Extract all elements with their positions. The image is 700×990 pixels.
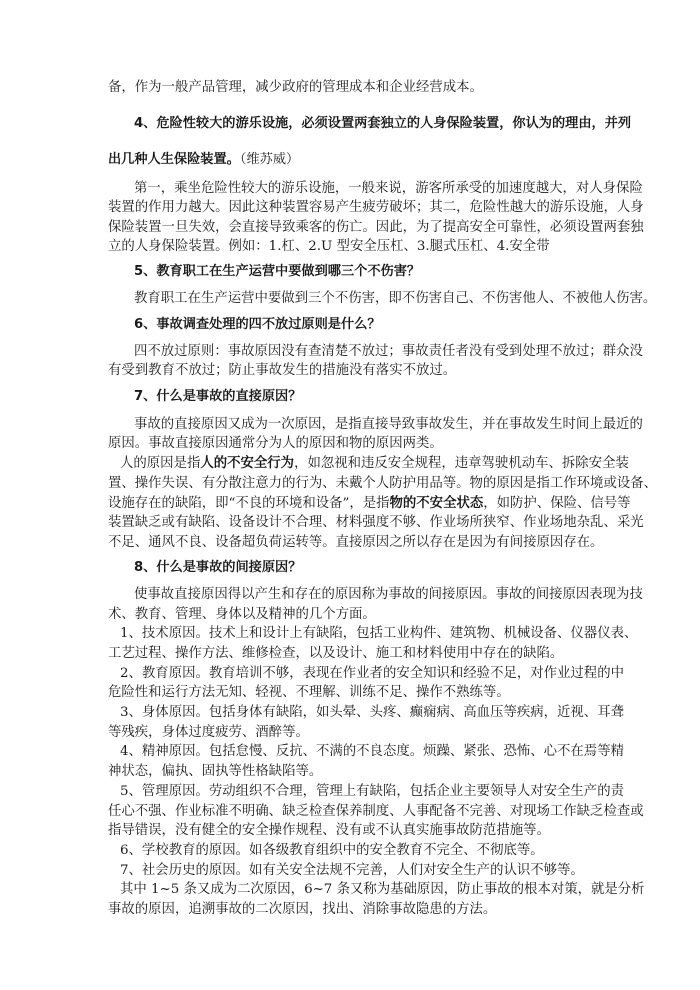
paragraph-line: 装置的作用力越大。因此这种装置容易产生疲劳破坏；其二，危险性越大的游乐设施，人身 <box>108 200 644 215</box>
question-4-text: 出几种人生保险装置。 <box>108 152 240 167</box>
question-8-heading: 8、什么是事故的间接原因？ <box>134 560 302 575</box>
paragraph-line: 危险性和运行方法无知、轻视、不理解、训练不足、操作不熟练等。 <box>108 685 510 700</box>
paragraph-line <box>120 457 629 470</box>
emphasis-unsafe-behavior: 人的不安全行为 <box>200 456 295 471</box>
paragraph-line: 保险装置一旦失效，会直接导致乘客的伤亡。因此，为了提高安全可靠性，必须设置两套独 <box>108 220 644 235</box>
paragraph-line: 原因。事故直接原因通常分为人的原因和物的原因两类。 <box>108 436 443 451</box>
paragraph-line: 7、社会历史的原因。如有关安全法规不完善，人们对安全生产的认识不够等。 <box>120 863 584 878</box>
paragraph-line: 任心不强、作业标准不明确、缺乏检查保养制度、人事配备不完善、对现场工作缺乏检查或 <box>108 804 644 819</box>
paragraph-line: 等残疾，身体过度疲劳、酒醉等。 <box>108 725 309 740</box>
text-run: 设施存在的缺陷，即“不良的环境和设备”，是指 <box>108 496 390 511</box>
paragraph-line: 使事故直接原因得以产生和存在的原因称为事故的间接原因。事故的间接原因表现为技 <box>134 587 643 602</box>
question-4-author: （维苏威） <box>239 152 300 167</box>
question-5-heading: 5、教育职工在生产运营中要做到哪三个不伤害？ <box>134 264 421 279</box>
paragraph-line: 置、操作失误、有分散注意力的行为、未戴个人防护用品等。物的原因是指工作环境或设备、 <box>108 476 658 491</box>
paragraph-line: 术、教育、管理、身体以及精神的几个方面。 <box>108 607 376 622</box>
paragraph-line: 教育职工在生产运营中要做到三个不伤害，即不伤害自己、不伤害他人、不被他人伤害。 <box>134 291 657 306</box>
paragraph-line: 四不放过原则：事故原因没有查清楚不放过；事故责任者没有受到处理不放过；群众没 <box>134 344 643 359</box>
text-run: 人的原因是指 <box>120 456 201 471</box>
paragraph-line: 神状态，偏执、固执等性格缺陷等。 <box>108 764 323 779</box>
paragraph-line: 5、管理原因。劳动组织不合理，管理上有缺陷，包括企业主要领导人对安全生产的责 <box>120 784 624 799</box>
paragraph-line: 事故的原因，追溯事故的二次原因，找出、消除事故隐患的方法。 <box>108 902 497 917</box>
paragraph-line: 6、学校教育的原因。如各级教育组织中的安全教育不完全、不彻底等。 <box>120 843 544 858</box>
paragraph-line: 有受到教育不放过；防止事故发生的措施没有落实不放过。 <box>108 363 457 378</box>
emphasis-unsafe-condition: 物的不安全状态 <box>389 496 484 511</box>
paragraph-line: 工艺过程、操作方法、维修检查，以及设计、施工和材料使用中存在的缺陷。 <box>108 646 564 661</box>
paragraph-line: 4、精神原因。包括怠慢、反抗、不满的不良态度。烦躁、紧张、恐怖、心不在焉等精 <box>120 744 624 759</box>
question-6-heading: 6、事故调查处理的四不放过原则是什么？ <box>134 317 381 332</box>
paragraph-line: 1、技术原因。技术上和设计上有缺陷，包括工业构件、建筑物、机械设备、仪器仪表、 <box>120 626 638 641</box>
paragraph-line: 3、身体原因。包括身体有缺陷，如头晕、头疼、癫痫病、高血压等疾病，近视、耳聋 <box>120 705 624 720</box>
paragraph-line: 装置缺乏或有缺陷、设备设计不合理、材料强度不够、作业场所狭窄、作业场地杂乱、采光 <box>108 515 644 530</box>
question-7-heading: 7、什么是事故的直接原因？ <box>134 389 302 404</box>
text-run: ，如忽视和违反安全规程，违章驾驶机动车、拆除安全装 <box>294 456 629 471</box>
paragraph-line: 事故的直接原因又成为一次原因，是指直接导致事故发生，并在事故发生时间上最近的 <box>134 417 643 432</box>
question-4-heading-cont <box>108 153 299 166</box>
text-run: ，如防护、保险、信号等 <box>483 496 631 511</box>
paragraph-line: 不足、通风不良、设备超负荷运转等。直接原因之所以存在是因为有间接原因存在。 <box>108 535 604 550</box>
paragraph-line: 立的人身保险装置。例如：1.杠、2.U 型安全压杠、3.腿式压杠、4.安全带 <box>108 239 550 254</box>
paragraph-line: 备，作为一般产品管理，减少政府的管理成本和企业经营成本。 <box>108 80 483 95</box>
question-4-heading: 4、危险性较大的游乐设施，必须设置两套独立的人身保险装置，你认为的理由，并列 <box>134 116 632 131</box>
paragraph-line: 第一，乘坐危险性较大的游乐设施，一般来说，游客所承受的加速度越大，对人身保险 <box>134 181 643 196</box>
paragraph-line <box>108 497 631 510</box>
paragraph-line: 指导错误，没有健全的安全操作规程、没有或不认真实施事故防范措施等。 <box>108 823 550 838</box>
paragraph-line: 其中 1~5 条又成为二次原因，6~7 条又称为基础原因，防止事故的根本对策，就是分析 <box>120 882 645 897</box>
paragraph-line: 2、教育原因。教育培训不够，表现在作业者的安全知识和经验不足，对作业过程的中 <box>120 666 624 681</box>
